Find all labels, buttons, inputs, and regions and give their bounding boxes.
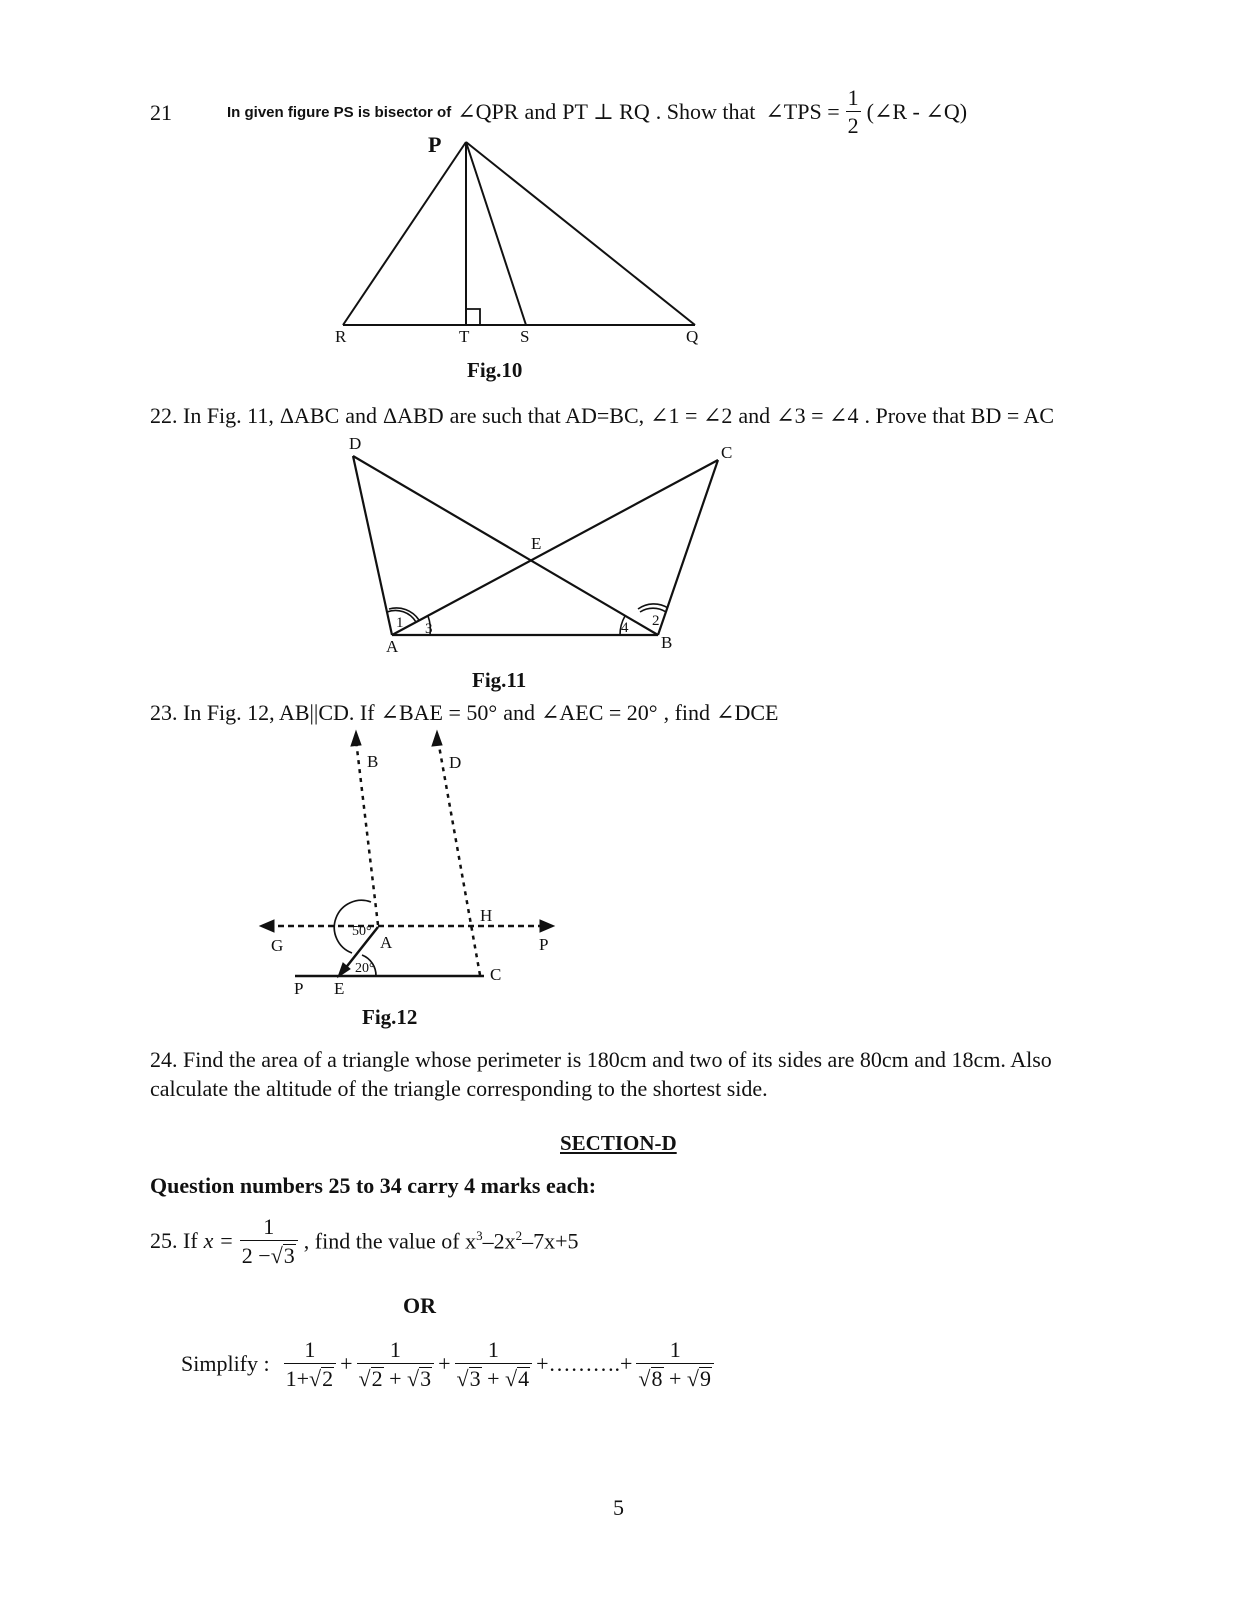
q22-and: and [345, 403, 378, 428]
q25-x-eq: x = [203, 1228, 234, 1253]
plus-1: + [340, 1351, 353, 1376]
term2-den: √2 + √3 [358, 1365, 432, 1391]
fig12-label-d: D [449, 753, 462, 772]
q22-ang34: ∠3 = ∠4 [776, 403, 859, 428]
term3-den: √3 + √4 [456, 1365, 530, 1391]
fig11-caption: Fig.11 [472, 668, 527, 692]
fig11-line-ad [353, 456, 392, 635]
term4-den: √8 + √9 [638, 1365, 711, 1391]
fig12-label-b: B [367, 752, 379, 771]
q21-rhs: (∠R - ∠Q) [866, 99, 968, 124]
plus-2: + [438, 1351, 451, 1376]
q21-frac-num: 1 [847, 85, 859, 110]
fig10-line-ps [466, 142, 526, 325]
fig12-arrow-d [432, 731, 442, 746]
q23-dce: ∠DCE [716, 700, 779, 725]
q25-find-text [304, 1228, 579, 1254]
simplify-term-3 [455, 1336, 533, 1391]
page-number: 5 [613, 1495, 624, 1520]
simplify-term-1 [284, 1336, 337, 1391]
fig10-right-angle-mark [466, 309, 480, 325]
fig12-arrow-b [351, 731, 361, 746]
term3-den-rad-b: 4 [518, 1365, 530, 1391]
q23-bae: ∠BAE = 50° [380, 700, 498, 725]
q25-or: OR [403, 1293, 436, 1318]
fig11-label-3: 3 [425, 621, 433, 637]
q22-abd: ΔABD [383, 403, 444, 428]
fig11-label-1: 1 [396, 615, 404, 631]
fig11-label-4: 4 [621, 620, 629, 636]
fig10-label-t: T [459, 327, 470, 346]
q23-find: , find [663, 700, 711, 725]
q21-number: 21 [150, 100, 172, 125]
q25-simplify-row [181, 1332, 714, 1396]
q21-perp: PT ⊥ RQ [562, 99, 650, 124]
fig11-label-d: D [349, 434, 362, 453]
term4-den-rad-a: 8 [651, 1365, 663, 1391]
term3-den-rad-a: 3 [469, 1365, 481, 1391]
fig10-line-pr [343, 142, 466, 325]
q24-line1: 24. Find the area of a triangle whose perimeter is 180cm and two of its sides are 80cm and 18cm. Also [150, 1047, 1052, 1072]
fig12-label-h: H [480, 906, 493, 925]
fig11-line-ac [392, 460, 718, 635]
fig12-label-50: 50° [352, 924, 372, 939]
q23-and: and [503, 700, 535, 725]
fig12-label-e: E [334, 979, 345, 998]
q22-text-b: are such that AD=BC, [449, 403, 645, 428]
fig10-label-q: Q [686, 327, 699, 346]
q23-text-a: 23. In Fig. 12, AB||CD. If [150, 700, 375, 725]
q21-angle-qpr: ∠QPR [457, 99, 519, 124]
section-instruction: Question numbers 25 to 34 carry 4 marks each: [150, 1173, 597, 1198]
fig12-label-p-right: P [539, 935, 549, 954]
plus-dots: +……….+ [536, 1351, 633, 1376]
fig12-label-c: C [490, 965, 502, 984]
q21-show-that: . Show that [655, 99, 756, 124]
q25-x-den-rad: 3 [283, 1242, 295, 1268]
term1-den: 1+√2 [285, 1365, 334, 1391]
q25-lead: 25. If [150, 1228, 198, 1253]
q25-x-fraction [240, 1213, 298, 1268]
term1-num: 1 [284, 1339, 337, 1364]
fig10-label-r: R [335, 327, 347, 346]
fig11-label-a: A [386, 637, 399, 656]
q25-exp2: 2 [515, 1227, 523, 1243]
q22-text-a: 22. In Fig. 11, [150, 403, 274, 428]
q25-mid: –2x [482, 1228, 516, 1254]
fig12-caption: Fig.12 [362, 1005, 418, 1029]
fig12-label-g: G [271, 936, 284, 955]
fig10-diagram [343, 142, 695, 325]
fig11-label-c: C [721, 443, 733, 462]
term2-den-rad-b: 3 [420, 1365, 432, 1391]
fig10-label-s: S [520, 327, 530, 346]
simplify-term-4 [636, 1336, 714, 1391]
q23-aec: ∠AEC = 20° [540, 700, 658, 725]
fig11-label-e: E [531, 534, 542, 553]
q22-and2: and [738, 403, 771, 428]
fig10-label-p: P [428, 132, 442, 157]
term1-den-a: 1+ [285, 1365, 310, 1391]
q22-ang12: ∠1 = ∠2 [650, 403, 733, 428]
fig12-ray-cd [438, 740, 480, 975]
q25-simplify-label: Simplify : [181, 1351, 270, 1376]
term2-num: 1 [357, 1339, 435, 1364]
q25-find: , find the value of x [303, 1228, 477, 1254]
q23-statement [150, 700, 778, 726]
q24-line2: calculate the altitude of the triangle corresponding to the shortest side. [150, 1076, 768, 1101]
fig12-label-a: A [380, 933, 393, 952]
term4-den-rad-b: 9 [699, 1365, 711, 1391]
fig10-line-pq [466, 142, 695, 325]
q22-abc: ΔABC [279, 403, 340, 428]
q25-exp3: 3 [476, 1227, 483, 1243]
q22-statement [150, 403, 1054, 429]
q21-frac-den: 2 [847, 113, 859, 138]
section-title: SECTION-D [560, 1131, 677, 1155]
term4-num: 1 [636, 1339, 714, 1364]
q25-x-den: 2 −√3 [241, 1242, 295, 1268]
term2-den-rad-a: 2 [371, 1365, 383, 1391]
fig12-arrow-p [540, 920, 554, 932]
q25-x-num: 1 [240, 1216, 298, 1241]
term3-num: 1 [455, 1339, 533, 1364]
q25-x-den-a: 2 − [241, 1242, 271, 1268]
fig12-label-p-left: P [294, 979, 304, 998]
term1-den-rad: 2 [322, 1365, 334, 1391]
q21-lhs: ∠TPS = [765, 99, 840, 124]
fig12-diagram [260, 731, 554, 977]
simplify-term-2 [357, 1336, 435, 1391]
q21-and: and [524, 99, 557, 124]
fig12-arrow-g [260, 920, 274, 932]
fig11-label-b: B [661, 633, 673, 652]
fig11-arc-angle2 [640, 608, 666, 612]
fig12-label-20: 20° [355, 961, 375, 976]
q22-text-c: . Prove that BD = AC [864, 403, 1055, 428]
q25-tail: –7x+5 [522, 1228, 579, 1254]
q21-lead: In given figure PS is bisector of [227, 103, 452, 121]
fig10-caption: Fig.10 [467, 358, 523, 382]
q25-statement [150, 1210, 579, 1272]
fig11-label-2: 2 [652, 613, 660, 629]
